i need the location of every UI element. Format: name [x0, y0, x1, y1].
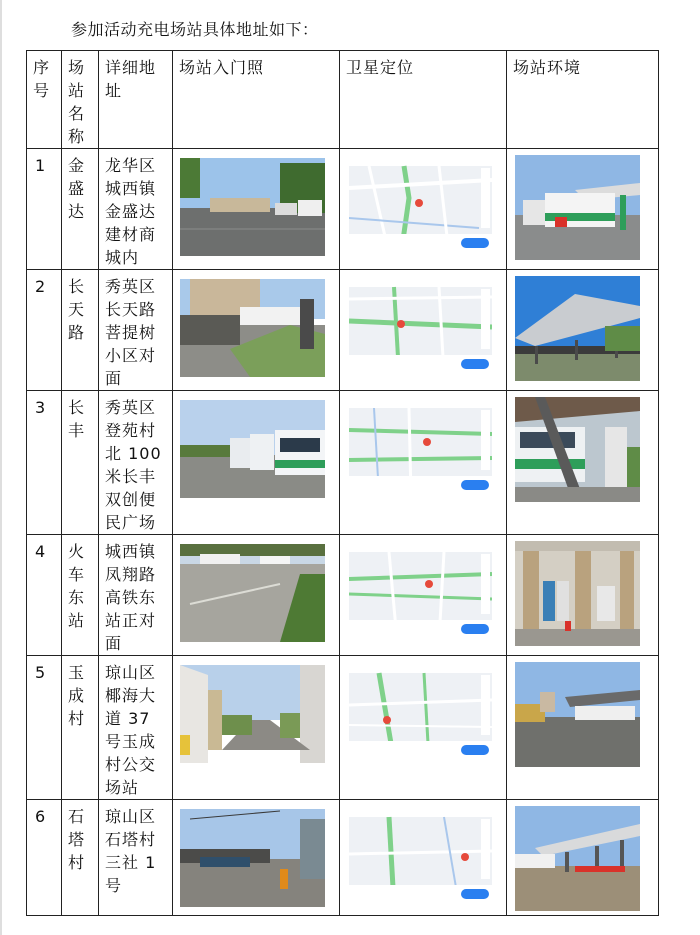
- environment-photo-cell: [507, 800, 659, 916]
- header-name: 场站名称: [62, 51, 99, 149]
- cell-name: 金盛达: [62, 149, 99, 270]
- entrance-photo: [180, 544, 325, 642]
- satellite-map-cell: [340, 535, 507, 656]
- header-satellite: 卫星定位: [340, 51, 507, 149]
- satellite-map-cell: [340, 149, 507, 270]
- entrance-photo: [180, 279, 325, 377]
- environment-photo: [515, 541, 640, 646]
- header-address: 详细地址: [99, 51, 173, 149]
- entrance-photo: [180, 809, 325, 907]
- satellite-map-image: [349, 400, 492, 496]
- cell-address: 秀英区长天路菩提树小区对面: [99, 270, 173, 391]
- environment-photo: [515, 397, 640, 502]
- cell-address: 城西镇凤翔路高铁东站正对面: [99, 535, 173, 656]
- header-num: 序号: [27, 51, 62, 149]
- cell-address: 龙华区城西镇金盛达建材商城内: [99, 149, 173, 270]
- environment-photo-cell: [507, 270, 659, 391]
- header-entrance: 场站入门照: [173, 51, 340, 149]
- cell-address: 琼山区椰海大道 37 号玉成村公交场站: [99, 656, 173, 800]
- page-left-edge: [0, 0, 2, 935]
- entrance-photo-cell: [173, 149, 340, 270]
- cell-name: 长丰: [62, 391, 99, 535]
- environment-photo: [515, 276, 640, 381]
- environment-photo-cell: [507, 535, 659, 656]
- station-table: [26, 50, 659, 916]
- satellite-map-image: [349, 665, 492, 761]
- cell-address: 秀英区登苑村北 100 米长丰双创便民广场: [99, 391, 173, 535]
- cell-num: 2: [27, 270, 62, 391]
- entrance-photo-cell: [173, 800, 340, 916]
- header-environment: 场站环境: [507, 51, 659, 149]
- environment-photo-cell: [507, 656, 659, 800]
- entrance-photo: [180, 665, 325, 763]
- environment-photo-cell: [507, 391, 659, 535]
- cell-name: 玉成村: [62, 656, 99, 800]
- entrance-photo-cell: [173, 391, 340, 535]
- entrance-photo-cell: [173, 656, 340, 800]
- table-row: [27, 270, 659, 391]
- table-row: [27, 800, 659, 916]
- satellite-map-image: [349, 158, 492, 254]
- cell-name: 石塔村: [62, 800, 99, 916]
- environment-photo: [515, 155, 640, 260]
- satellite-map-image: [349, 544, 492, 640]
- entrance-photo: [180, 158, 325, 256]
- satellite-map-cell: [340, 391, 507, 535]
- cell-name: 火车东站: [62, 535, 99, 656]
- table-header-row: [27, 51, 659, 149]
- satellite-map-cell: [340, 270, 507, 391]
- table-row: [27, 656, 659, 800]
- environment-photo-cell: [507, 149, 659, 270]
- table-row: [27, 149, 659, 270]
- satellite-map-cell: [340, 800, 507, 916]
- entrance-photo: [180, 400, 325, 498]
- environment-photo: [515, 806, 640, 911]
- cell-address: 琼山区石塔村三社 1 号: [99, 800, 173, 916]
- satellite-map-cell: [340, 656, 507, 800]
- intro-text: 参加活动充电场站具体地址如下：: [71, 20, 319, 39]
- cell-num: 4: [27, 535, 62, 656]
- entrance-photo-cell: [173, 535, 340, 656]
- satellite-map-image: [349, 279, 492, 375]
- environment-photo: [515, 662, 640, 767]
- entrance-photo-cell: [173, 270, 340, 391]
- cell-num: 1: [27, 149, 62, 270]
- cell-num: 6: [27, 800, 62, 916]
- cell-num: 5: [27, 656, 62, 800]
- table-row: [27, 535, 659, 656]
- cell-name: 长天路: [62, 270, 99, 391]
- satellite-map-image: [349, 809, 492, 905]
- table-row: [27, 391, 659, 535]
- cell-num: 3: [27, 391, 62, 535]
